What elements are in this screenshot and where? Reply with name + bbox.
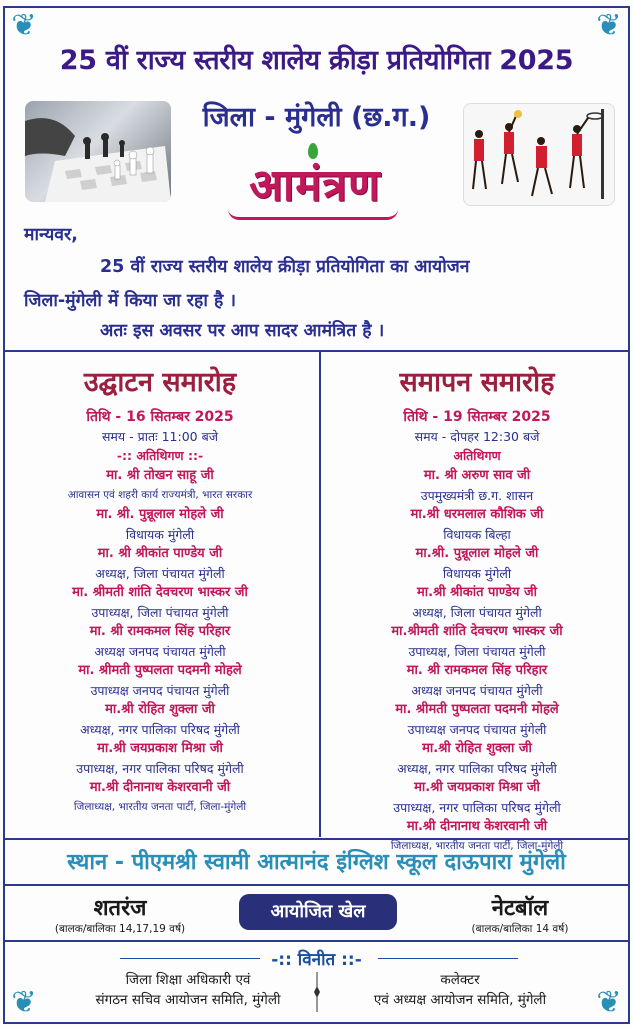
- opening-guest-list: [5, 466, 315, 817]
- event-title: 25 वीं राज्य स्तरीय शालेय क्रीड़ा प्रतियोगिता 2025: [59, 45, 574, 76]
- guest-role: अध्यक्ष, नगर पालिका परिषद मुंगेली: [80, 721, 240, 737]
- game-netball-name: नेटबॉल: [491, 896, 549, 921]
- signatory-right-line-1: कलेक्टर: [440, 972, 480, 988]
- guest-name: मा.श्री जयप्रकाश मिश्रा जी: [97, 741, 223, 756]
- guest-name: मा.श्री जयप्रकाश मिश्रा जी: [414, 780, 540, 795]
- salutation: मान्यवर,: [24, 225, 78, 245]
- guest-role: उपाध्यक्ष, जिला पंचायत मुंगेली: [91, 604, 229, 620]
- signatory-left: [58, 970, 318, 1010]
- guest-role: उपाध्यक्ष जनपद पंचायत मुंगेली: [407, 721, 547, 737]
- opening-guests-label: -:: अतिथिगण ::-: [116, 448, 204, 463]
- intro-line-3: अतः इस अवसर पर आप सादर आमंत्रित है ।: [100, 321, 385, 341]
- chess-image: [25, 101, 171, 202]
- guest-role: अध्यक्ष, जिला पंचायत मुंगेली: [412, 604, 542, 620]
- corner-ornament-icon: ❦: [596, 985, 622, 1020]
- guest-role: उपमुख्यमंत्री छ.ग. शासन: [420, 487, 534, 503]
- guest-name: मा.श्री रोहित शुक्ला जी: [422, 741, 532, 756]
- guest-name: मा.श्रीमती शांति देवचरण भास्कर जी: [391, 624, 563, 639]
- opening-time: समय - प्रातः 11:00 बजे: [101, 429, 218, 444]
- divider-ornament-icon: [313, 972, 321, 1012]
- guest-name: मा. श्री रामकमल सिंह परिहार: [89, 624, 231, 639]
- guest-name: मा. श्री तोखन साहू जी: [106, 468, 214, 483]
- intro-line-1: 25 वीं राज्य स्तरीय शालेय क्रीड़ा प्रतियोगिता का आयोजन: [100, 257, 470, 277]
- game-chess-age: (बालक/बालिका 14,17,19 वर्ष): [54, 923, 186, 935]
- venue-label: स्थान - पीएमश्री स्वामी आत्मानंद इंग्लिश स्कूल दाऊपारा मुंगेली: [5, 840, 628, 886]
- signatory-right-line-2: एवं अध्यक्ष आयोजन समिति, मुंगेली: [373, 992, 547, 1008]
- closing-heading: समापन समारोह: [399, 367, 555, 398]
- guest-role: उपाध्यक्ष, नगर पालिका परिषद मुंगेली: [76, 760, 244, 776]
- signatory-left-line-1: जिला शिक्षा अधिकारी एवं: [125, 972, 251, 988]
- game-netball: [430, 892, 610, 936]
- guest-role: अध्यक्ष जनपद पंचायत मुंगेली: [94, 643, 226, 659]
- guest-name: मा. श्री अरुण साव जी: [423, 468, 531, 483]
- guest-name: मा. श्रीमती पुष्पलता पदमनी मोहले: [78, 663, 242, 678]
- closing-guest-list: [322, 466, 632, 856]
- guest-role: अध्यक्ष, नगर पालिका परिषद मुंगेली: [397, 760, 557, 776]
- guest-role: उपाध्यक्ष, जिला पंचायत मुंगेली: [408, 643, 546, 659]
- guest-name: मा. श्री रामकमल सिंह परिहार: [406, 663, 548, 678]
- vinit-label: -:: विनीत ::-: [271, 950, 362, 970]
- section-divider: [5, 940, 628, 942]
- invitation-heading: आमंत्रण: [249, 160, 381, 211]
- guest-name: मा.श्री श्रीकांत पाण्डेय जी: [417, 585, 537, 600]
- guest-role: अध्यक्ष जनपद पंचायत मुंगेली: [411, 682, 543, 698]
- column-divider: [319, 350, 321, 837]
- decorative-swoosh: [228, 209, 398, 220]
- signatory-left-line-2: संगठन सचिव आयोजन समिति, मुंगेली: [95, 992, 281, 1008]
- guest-name: मा. श्रीमती शांति देवचरण भास्कर जी: [72, 585, 248, 600]
- guest-role: विधायक मुंगेली: [125, 526, 195, 542]
- opening-date: तिथि - 16 सितम्बर 2025: [86, 409, 234, 425]
- corner-ornament-icon: ❦: [11, 8, 37, 43]
- signatory-right: [330, 970, 590, 1010]
- game-netball-age: (बालक/बालिका 14 वर्ष): [471, 923, 569, 935]
- closing-guests-label: अतिथिगण: [453, 448, 501, 463]
- guest-name: मा.श्री. पुन्नूलाल मोहले जी: [415, 546, 539, 561]
- guest-role: आवासन एवं शहरी कार्य राज्यमंत्री, भारत सरकार: [67, 488, 253, 501]
- guest-name: मा.श्री दीनानाथ केशरवानी जी: [406, 819, 548, 834]
- guest-name: मा. श्रीमती पुष्पलता पदमनी मोहले: [395, 702, 559, 717]
- guest-role: उपाध्यक्ष जनपद पंचायत मुंगेली: [90, 682, 230, 698]
- guest-role: अध्यक्ष, जिला पंचायत मुंगेली: [95, 565, 225, 581]
- guest-name: मा. श्री श्रीकांत पाण्डेय जी: [97, 546, 223, 561]
- closing-ceremony-section: [322, 352, 632, 856]
- guest-role: विधायक मुंगेली: [442, 565, 512, 581]
- closing-date: तिथि - 19 सितम्बर 2025: [403, 409, 551, 425]
- game-chess: [30, 892, 210, 936]
- game-chess-name: शतरंज: [93, 896, 147, 921]
- district-label: जिला - मुंगेली (छ.ग.): [202, 102, 431, 133]
- opening-ceremony-section: [5, 352, 315, 817]
- guest-name: मा.श्री दीनानाथ केशरवानी जी: [89, 780, 231, 795]
- guest-name: मा.श्री रोहित शुक्ला जी: [105, 702, 215, 717]
- netball-image: [463, 103, 615, 206]
- guest-role: जिलाध्यक्ष, भारतीय जनता पार्टी, जिला-मुंगेली: [73, 800, 247, 813]
- corner-ornament-icon: ❦: [596, 8, 622, 43]
- guest-role: जिलाध्यक्ष, भारतीय जनता पार्टी, जिला-मुंगेली: [390, 839, 564, 852]
- guest-role: विधायक बिल्हा: [443, 526, 511, 542]
- guest-name: मा. श्री. पुन्नूलाल मोहले जी: [96, 507, 224, 522]
- corner-ornament-icon: ❦: [11, 985, 37, 1020]
- organized-games-badge: आयोजित खेल: [239, 894, 397, 930]
- intro-line-2: जिला-मुंगेली में किया जा रहा है ।: [24, 291, 236, 311]
- opening-heading: उद्घाटन समारोह: [83, 367, 237, 398]
- guest-role: उपाध्यक्ष, नगर पालिका परिषद मुंगेली: [393, 799, 561, 815]
- guest-name: मा.श्री धरमलाल कौशिक जी: [410, 507, 544, 522]
- closing-time: समय - दोपहर 12:30 बजे: [414, 429, 540, 444]
